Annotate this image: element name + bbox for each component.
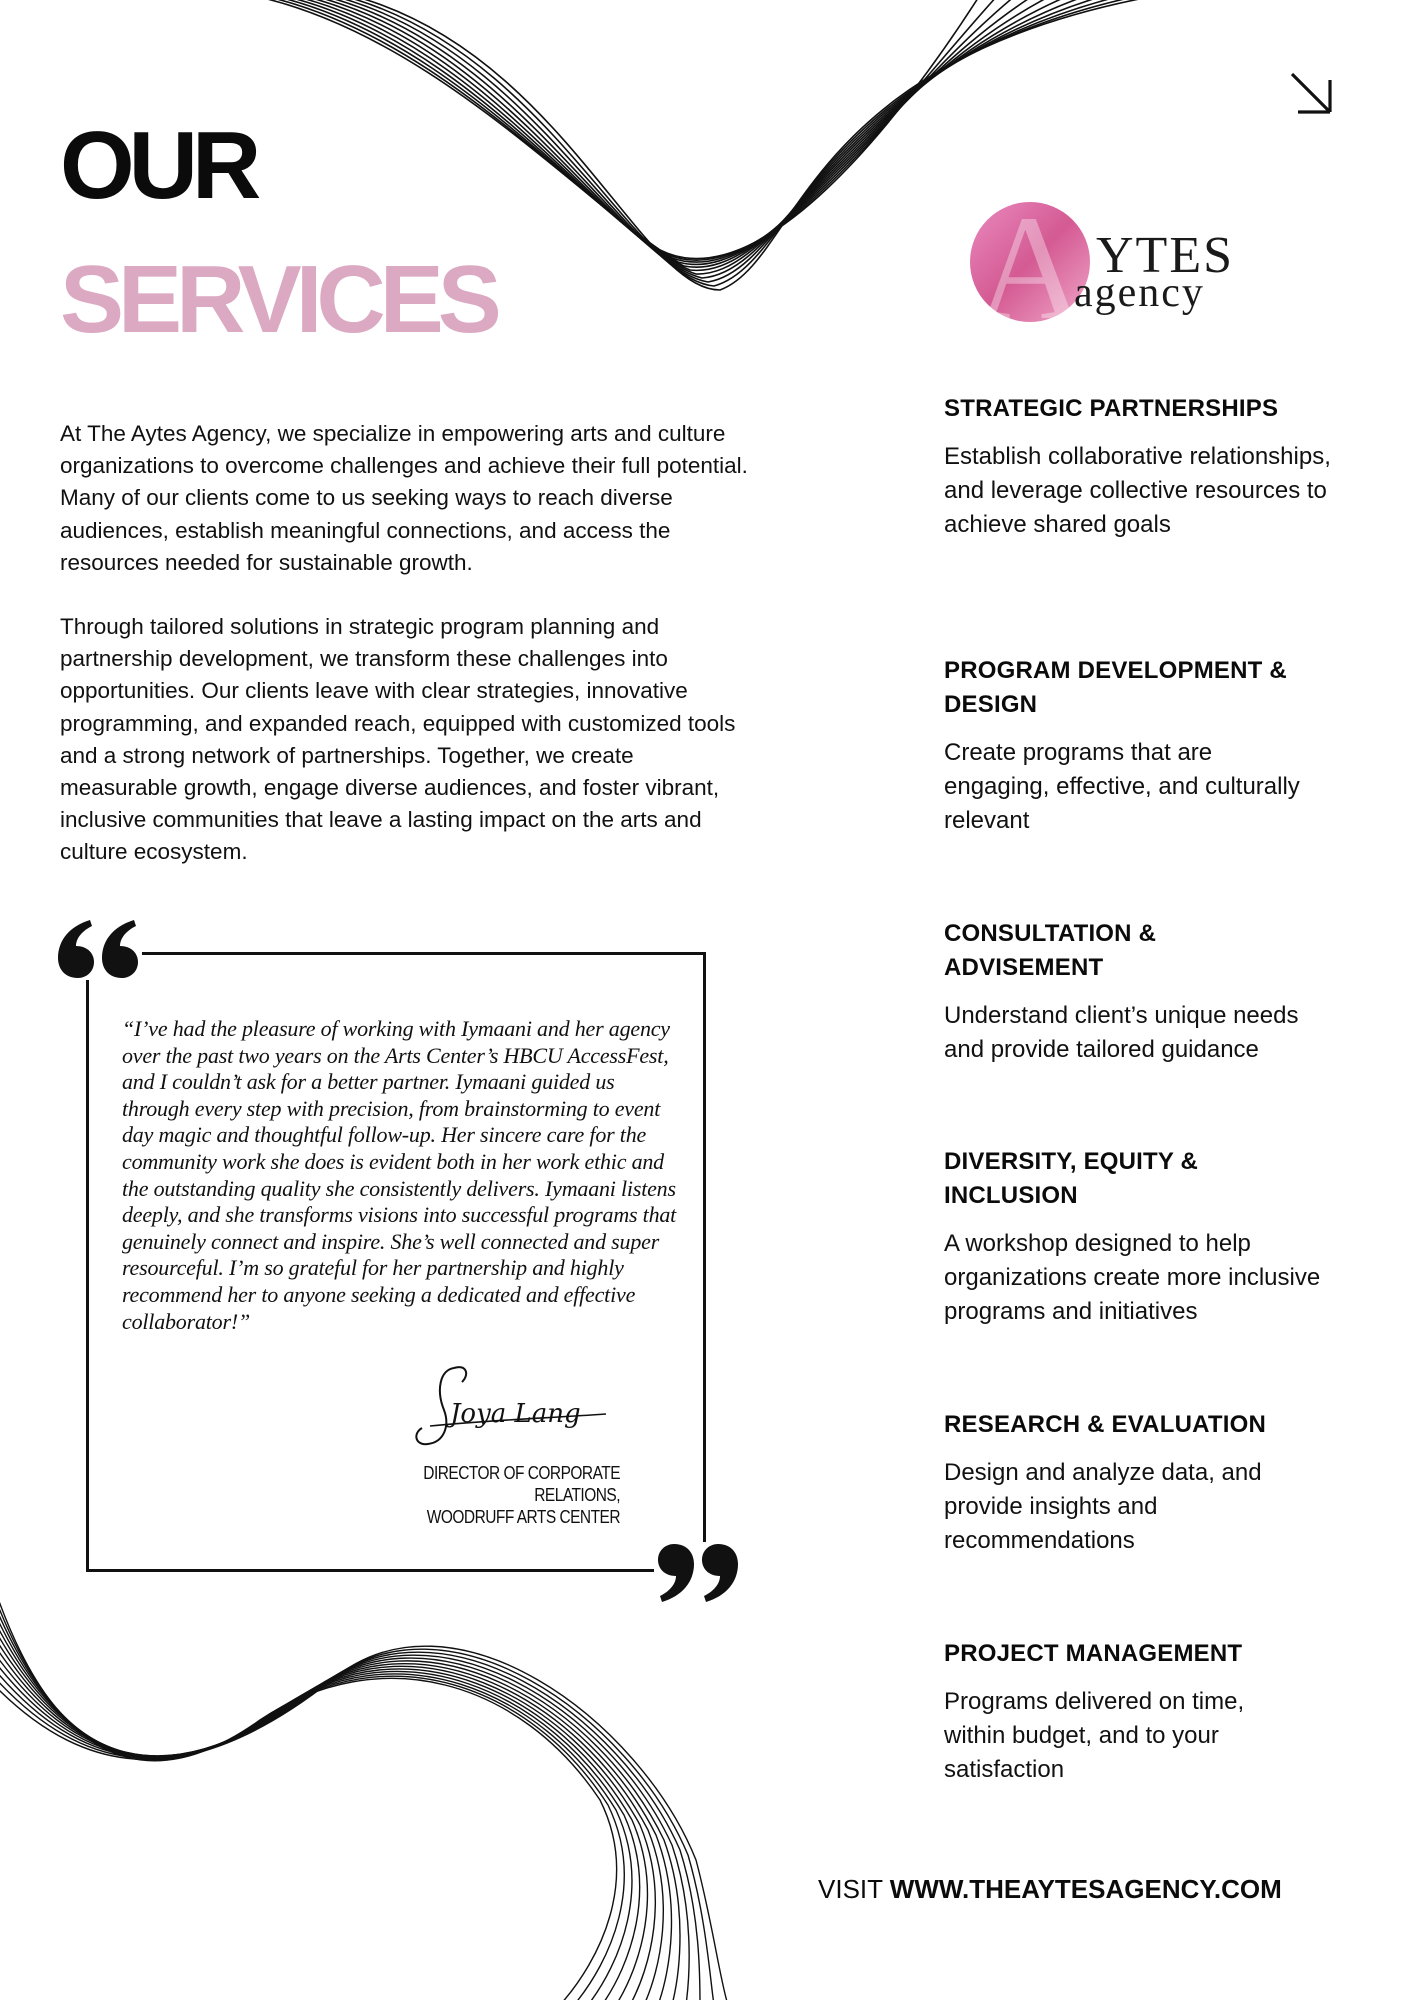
service-title: STRATEGIC PARTNERSHIPS — [944, 395, 1279, 422]
bottom-wave-line — [0, 1646, 671, 2000]
service-strategic-partnerships — [944, 392, 1344, 542]
intro-text — [60, 418, 750, 901]
top-wave-line — [260, 0, 998, 260]
bottom-wave-line — [0, 1590, 617, 2000]
logo-letter: A — [975, 196, 1085, 326]
bottom-wave-line — [0, 1598, 624, 2000]
service-description: A workshop designed to help organizations create more inclusive programs and initiatives — [944, 1230, 1321, 1325]
attribution-title: DIRECTOR OF CORPORATE RELATIONS, — [423, 1463, 620, 1505]
website-link[interactable]: WWW.THEAYTESAGENCY.COM — [889, 1874, 1282, 1904]
service-description: Establish collaborative relationships, and leverage collective resources to achieve shared goals — [944, 443, 1331, 538]
open-quote-icon — [56, 918, 142, 980]
signature-text: Joya Lang — [450, 1399, 581, 1429]
service-title: DIVERSITY, EQUITY & INCLUSION — [944, 1148, 1199, 1209]
service-description: Programs delivered on time, within budget, and to your satisfaction — [944, 1688, 1245, 1783]
top-wave-line — [280, 0, 1034, 264]
top-wave-line — [290, 0, 1052, 267]
bottom-wave-line — [0, 1652, 700, 2000]
top-wave-line — [300, 0, 1070, 270]
service-title: PROGRAM DEVELOPMENT & DESIGN — [944, 657, 1287, 718]
top-wave-line — [270, 0, 1016, 262]
aytes-agency-logo — [962, 196, 1242, 326]
top-wave-line — [250, 0, 980, 259]
service-description: Design and analyze data, and provide insights and recommendations — [944, 1459, 1262, 1554]
bottom-wave-line — [0, 1649, 714, 2000]
logo-word-ytes: YTES — [1096, 227, 1234, 284]
signature — [410, 1360, 610, 1450]
bottom-wave-line — [0, 1638, 663, 2000]
service-program-development — [944, 654, 1304, 838]
arrow-down-right-icon[interactable] — [1288, 70, 1334, 116]
service-description: Understand client’s unique needs and provide tailored guidance — [944, 1002, 1299, 1063]
website-footer — [818, 1872, 1282, 1906]
service-project-management — [944, 1637, 1344, 1787]
close-quote-icon — [654, 1542, 740, 1604]
bottom-wave-line — [0, 1654, 680, 2000]
page-title-services: SERVICES — [60, 246, 496, 353]
service-research-evaluation — [944, 1408, 1344, 1558]
bottom-wave-line — [0, 1606, 632, 2000]
bottom-wave-line — [0, 1630, 655, 2000]
service-title: RESEARCH & EVALUATION — [944, 1411, 1266, 1438]
testimonial-quote: “I’ve had the pleasure of working with Iymaani and her agency over the past two years on the Arts Center’s HBCU AccessFest, and I couldn’t ask for a better partner. Iymaani guided us through every step with precision, from brainstorming to event day magic and thoughtful follow-up. Her sincere care for the community work she does is evident both in her work ethic and the outstanding quality she consistently delivers. Iymaani listens deeply, and she transforms visions into successful programs that genuinely connect and inspire. She’s well connected and super resourceful. I’m so grateful for her partnership and highly recommend her to anyone seeking a dedicated and effective collaborator!” — [122, 1016, 677, 1334]
bottom-wave-lines — [0, 1590, 728, 2000]
service-dei — [944, 1145, 1321, 1329]
bottom-wave-line — [0, 1655, 689, 2000]
service-description: Create programs that are engaging, effective, and culturally relevant — [944, 739, 1300, 834]
bottom-wave-line — [0, 1646, 728, 2000]
testimonial-attribution — [345, 1462, 620, 1528]
page-title-our: OUR — [60, 112, 256, 219]
service-title: CONSULTATION & ADVISEMENT — [944, 920, 1157, 981]
intro-paragraph-2: Through tailored solutions in strategic program planning and partnership development, we transform these challenges into opportunities. Our clients leave with clear strategies, innovative programming, and expanded reach, equipped with customized tools and a strong network of partnerships. Together, we create measurable growth, engage diverse audiences, and foster vibrant, inclusive communities that leave a lasting impact on the arts and culture ecosystem. — [60, 614, 736, 865]
service-title: PROJECT MANAGEMENT — [944, 1640, 1243, 1667]
visit-label: VISIT — [818, 1874, 883, 1904]
bottom-wave-line — [0, 1622, 647, 2000]
attribution-organization: WOODRUFF ARTS CENTER — [426, 1507, 620, 1527]
intro-paragraph-1: At The Aytes Agency, we specialize in empowering arts and culture organizations to overcome challenges and achieve their full potential. Many of our clients come to us seeking ways to reach diverse audiences, establish meaningful connections, and access the resources needed for sustainable growth. — [60, 421, 748, 575]
logo-word-agency: agency — [1074, 270, 1205, 316]
service-consultation — [944, 917, 1299, 1067]
bottom-wave-line — [0, 1614, 640, 2000]
